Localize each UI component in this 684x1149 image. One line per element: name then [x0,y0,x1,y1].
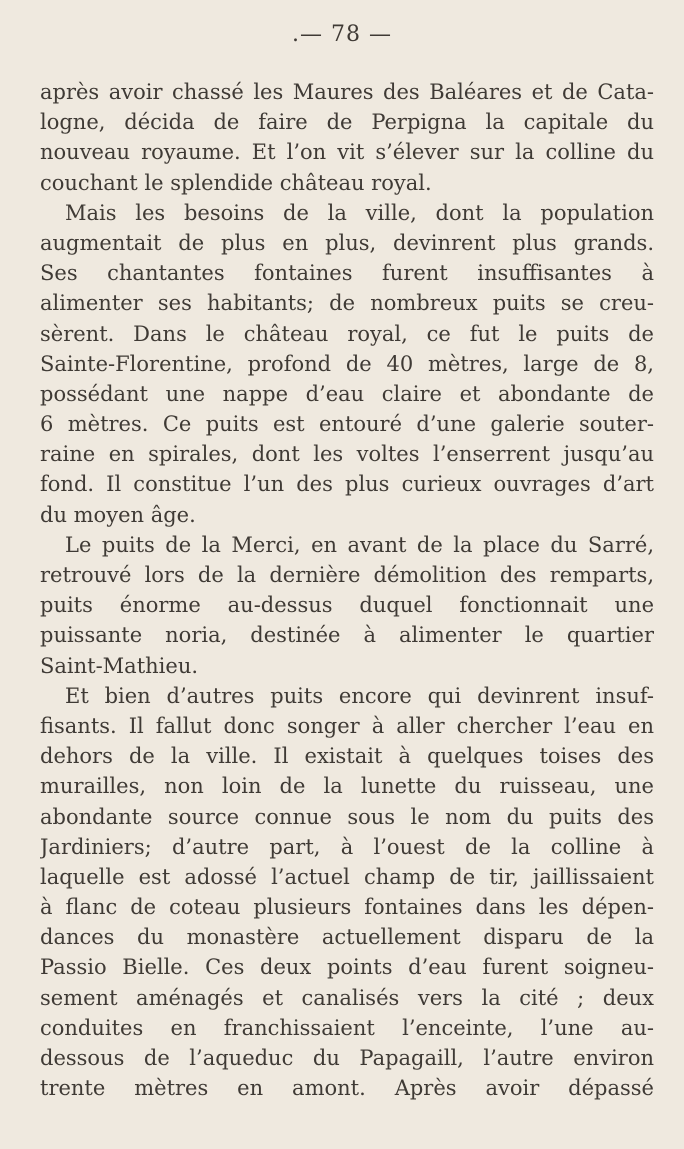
text-line: Sainte-Florentine, profond de 40 mètres, large de 8, [40,351,654,376]
text-line: possédant une nappe d’eau claire et abondante de [40,381,654,406]
text-line: Passio Bielle. Ces deux points d’eau furent soigneu- [40,955,654,980]
text-line: Ses chantantes fontaines furent insuffisantes à [40,261,654,286]
text-line: laquelle est adossé l’actuel champ de tir, jaillissaient [40,864,654,889]
text-line: murailles, non loin de la lunette du ruisseau, une [40,774,654,799]
text-line: 6 mètres. Ce puits est entouré d’une galerie souter- [40,412,654,437]
text-line: fond. Il constitue l’un des plus curieux ouvrages d’art [40,472,654,497]
text-line: du moyen âge. [40,502,196,527]
text-line: Saint-Mathieu. [40,653,199,678]
text-line: dessous de l’aqueduc du Papagaill, l’autre environ [40,1046,654,1070]
text-line: augmentait de plus en plus, devinrent plus grands. [40,230,654,255]
text-line: alimenter ses habitants; de nombreux puits se creu- [40,291,654,316]
text-line: retrouvé lors de la dernière démolition des remparts, [40,563,654,587]
text-line: Jardiniers; d’autre part, à l’ouest de la colline à [40,834,654,859]
page-number: .— 78 — [292,22,392,47]
body-text [40,77,654,1103]
text-line: logne, décida de faire de Perpigna la capitale du [40,110,654,135]
text-line: dances du monastère actuellement disparu de la [40,925,654,950]
text-line: couchant le splendide château royal. [40,170,432,195]
text-line: dehors de la ville. Il existait à quelques toises des [40,744,654,769]
text-line: sèrent. Dans le château royal, ce fut le puits de [40,321,654,346]
text-line: trente mètres en amont. Après avoir dépassé [40,1076,654,1101]
text-line: après avoir chassé les Maures des Baléares et de Cata- [40,80,654,104]
text-line: puits énorme au-dessus duquel fonctionnait une [40,593,654,618]
text-line: fisants. Il fallut donc songer à aller chercher l’eau en [40,713,654,738]
text-line: raine en spirales, dont les voltes l’enserrent jusqu’au [40,442,654,467]
text-line: puissante noria, destinée à alimenter le quartier [40,623,654,648]
text-line: nouveau royaume. Et l’on vit s’élever sur la colline du [40,140,654,165]
text-line: conduites en franchissaient l’enceinte, l’une au- [40,1015,654,1040]
text-line: abondante source connue sous le nom du puits des [40,804,654,829]
text-line: à flanc de coteau plusieurs fontaines dans les dépen- [40,895,654,920]
text-line: sement aménagés et canalisés vers la cité ; deux [40,985,654,1010]
text-line: Mais les besoins de la ville, dont la population [65,200,654,225]
text-line: Le puits de la Merci, en avant de la place du Sarré, [65,532,654,557]
text-line: Et bien d’autres puits encore qui devinrent insuf- [65,683,654,708]
